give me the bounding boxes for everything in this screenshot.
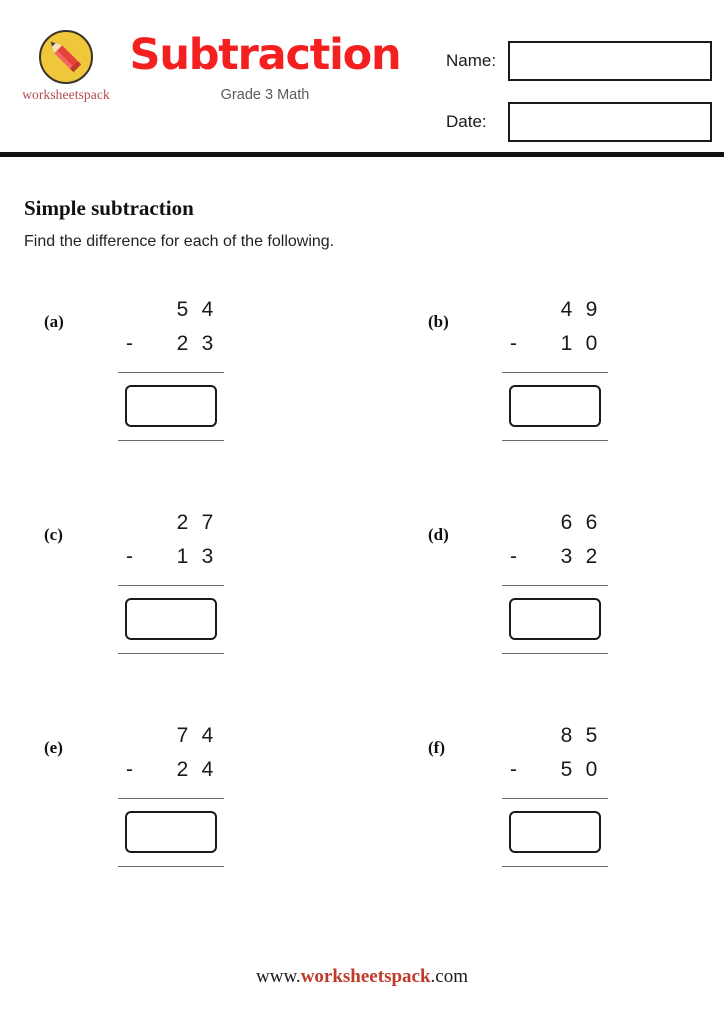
minuend-row: [118, 298, 224, 332]
operation-rule: [118, 372, 224, 373]
answer-input[interactable]: [509, 598, 601, 640]
subtraction-stack: [502, 298, 608, 441]
minuend-digit: 6: [585, 511, 598, 534]
minus-operator-icon: -: [510, 545, 517, 568]
answer-underline: [502, 866, 608, 867]
subtrahend-digit: 0: [585, 758, 598, 781]
subtrahend-digit: 2: [585, 545, 598, 568]
problem-d: [428, 511, 678, 691]
subtrahend-digit: 1: [560, 332, 573, 355]
subtrahend-row: [118, 332, 224, 366]
operation-rule: [502, 798, 608, 799]
problem-label: (c): [44, 525, 63, 544]
minus-operator-icon: -: [126, 545, 133, 568]
subtrahend-digit: 5: [560, 758, 573, 781]
worksheet-header: [0, 0, 724, 157]
answer-input[interactable]: [125, 811, 217, 853]
subtrahend-digit: 1: [176, 545, 189, 568]
name-input[interactable]: [508, 41, 712, 81]
minuend-digit: 2: [176, 511, 189, 534]
minuend-digit: 7: [201, 511, 214, 534]
minus-operator-icon: -: [510, 332, 517, 355]
minuend-row: [502, 298, 608, 332]
url-site-name: worksheetspack: [300, 966, 431, 987]
problem-label: (d): [428, 525, 449, 544]
operation-rule: [502, 372, 608, 373]
name-label: Name:: [446, 51, 497, 70]
student-meta-fields: [446, 40, 712, 162]
minuend-digit: 6: [560, 511, 573, 534]
subtrahend-digit: 3: [201, 545, 214, 568]
section-instruction: Find the difference for each of the following.: [24, 233, 335, 250]
url-suffix: .com: [430, 966, 468, 987]
subtrahend-row: [118, 758, 224, 792]
subtrahend-digit: 2: [176, 332, 189, 355]
problem-row: [0, 511, 724, 724]
problem-label: (a): [44, 312, 64, 331]
problem-label: (f): [428, 738, 445, 757]
subtrahend-row: [118, 545, 224, 579]
problem-label: (b): [428, 312, 449, 331]
answer-underline: [502, 440, 608, 441]
minuend-digit: 9: [585, 298, 598, 321]
section-heading: Simple subtraction: [24, 196, 194, 220]
problem-e: [44, 724, 294, 904]
minuend-row: [118, 724, 224, 758]
minuend-row: [502, 724, 608, 758]
date-field-row: [446, 101, 712, 143]
subtrahend-row: [502, 545, 608, 579]
problem-grid: [0, 298, 724, 937]
minuend-digit: 4: [560, 298, 573, 321]
problem-a: [44, 298, 294, 478]
minuend-digit: 7: [176, 724, 189, 747]
title-block: [115, 30, 415, 103]
answer-input[interactable]: [125, 385, 217, 427]
footer-website-url: [0, 966, 724, 988]
subtrahend-digit: 4: [201, 758, 214, 781]
operation-rule: [118, 798, 224, 799]
minuend-digit: 4: [201, 298, 214, 321]
answer-underline: [118, 653, 224, 654]
answer-input[interactable]: [509, 385, 601, 427]
subtrahend-digit: 3: [560, 545, 573, 568]
problem-row: [0, 298, 724, 511]
subtrahend-digit: 0: [585, 332, 598, 355]
subtrahend-digit: 2: [176, 758, 189, 781]
subtrahend-row: [502, 332, 608, 366]
date-label: Date:: [446, 112, 487, 131]
minuend-digit: 8: [560, 724, 573, 747]
problem-b: [428, 298, 678, 478]
url-prefix: www.: [256, 966, 301, 987]
subtraction-stack: [118, 298, 224, 441]
minuend-digit: 5: [176, 298, 189, 321]
page-subtitle: Grade 3 Math: [220, 87, 310, 103]
problem-f: [428, 724, 678, 904]
answer-underline: [502, 653, 608, 654]
subtraction-stack: [118, 511, 224, 654]
answer-underline: [118, 866, 224, 867]
subtrahend-row: [502, 758, 608, 792]
answer-input[interactable]: [509, 811, 601, 853]
brand-logo-block: [18, 30, 114, 103]
brand-name: worksheetspack: [22, 87, 110, 102]
subtraction-stack: [502, 511, 608, 654]
subtrahend-digit: 3: [201, 332, 214, 355]
subtraction-stack: [502, 724, 608, 867]
page-title: Subtraction: [129, 30, 401, 80]
minuend-row: [502, 511, 608, 545]
operation-rule: [118, 585, 224, 586]
minus-operator-icon: -: [126, 332, 133, 355]
problem-row: [0, 724, 724, 937]
minus-operator-icon: -: [126, 758, 133, 781]
minus-operator-icon: -: [510, 758, 517, 781]
problem-label: (e): [44, 738, 63, 757]
answer-underline: [118, 440, 224, 441]
minuend-digit: 5: [585, 724, 598, 747]
minuend-row: [118, 511, 224, 545]
operation-rule: [502, 585, 608, 586]
pencil-in-circle-icon: [39, 30, 93, 84]
answer-input[interactable]: [125, 598, 217, 640]
header-divider: [0, 152, 724, 157]
subtraction-stack: [118, 724, 224, 867]
date-input[interactable]: [508, 102, 712, 142]
problem-c: [44, 511, 294, 691]
minuend-digit: 4: [201, 724, 214, 747]
name-field-row: [446, 40, 712, 82]
